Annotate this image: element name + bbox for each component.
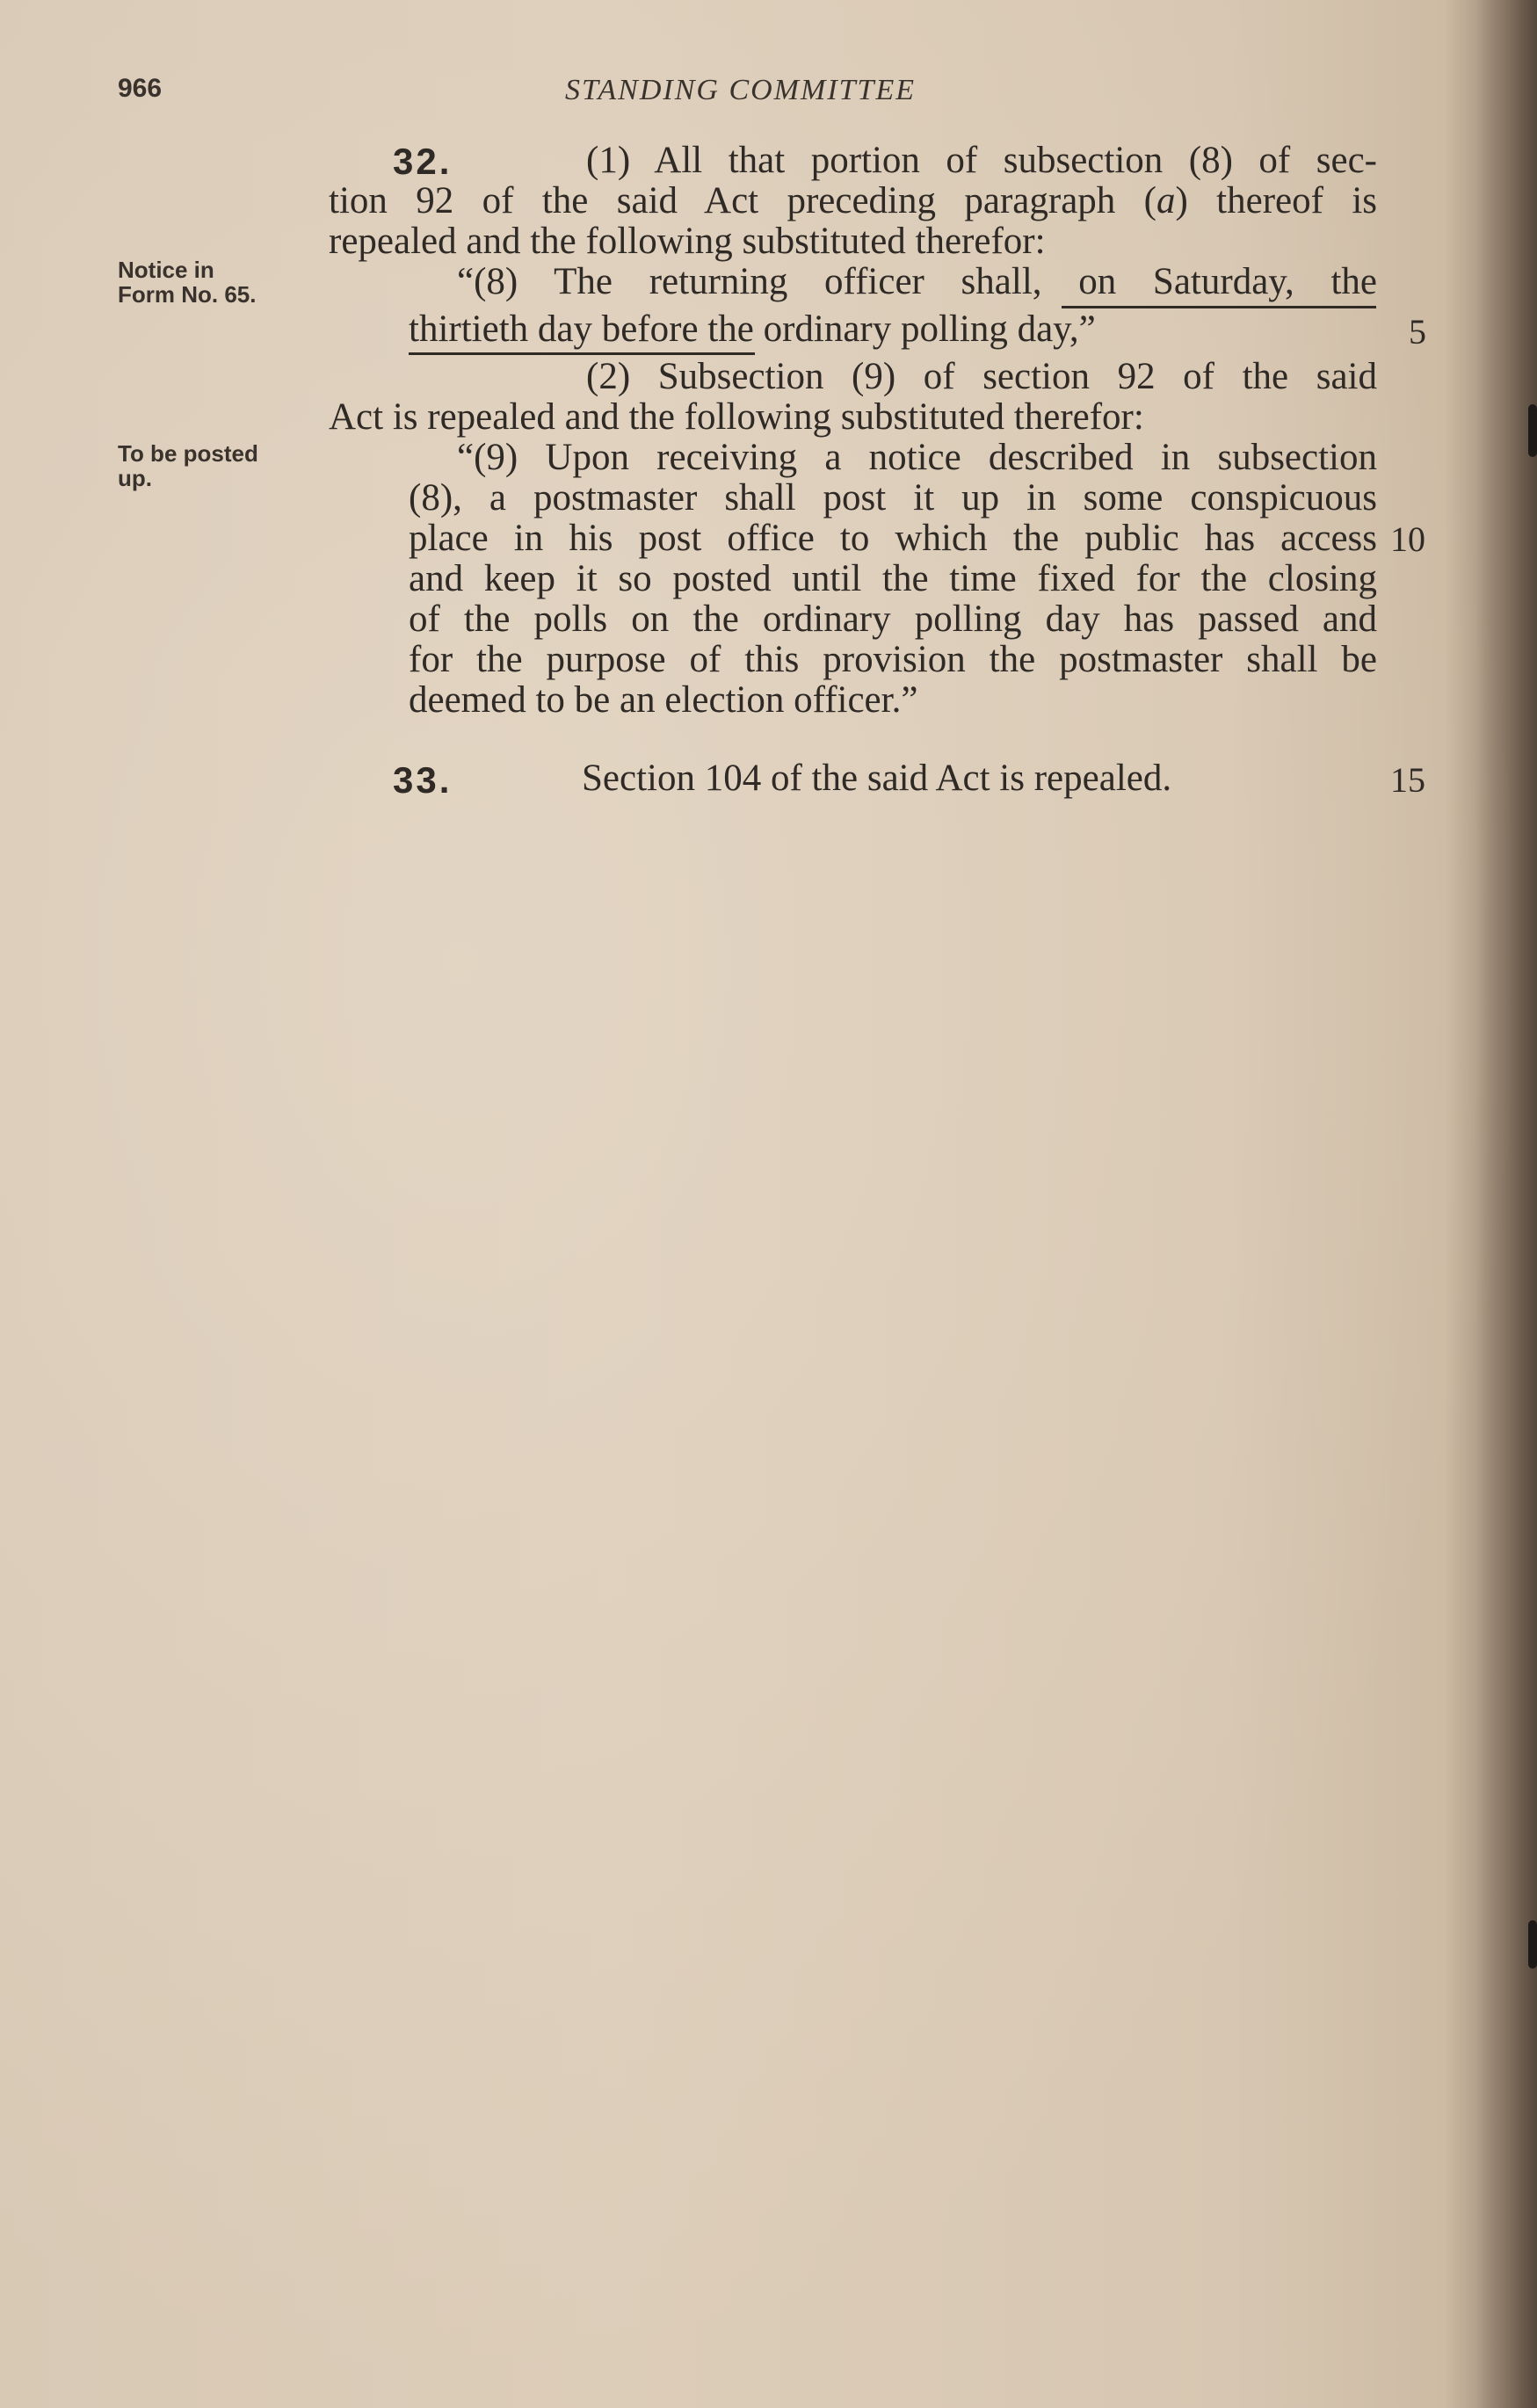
spine-shadow: [1475, 0, 1537, 2408]
section-32-line-12: of the polls on the ordinary polling day has passed and: [409, 598, 1377, 640]
underline-on-saturday: [1062, 306, 1376, 308]
section-33-number: 33.: [393, 759, 453, 801]
margin-note-posted-line2: up.: [118, 465, 152, 491]
section-32-line-9: (8), a postmaster shall post it up in some conspicuous: [409, 477, 1377, 519]
section-32-line-11: and keep it so posted until the time fixed for the closing: [409, 558, 1377, 599]
margin-note-posted-line1: To be posted: [118, 440, 258, 467]
section-32-line-8: “(9) Upon receiving a notice described in subsection: [457, 437, 1377, 478]
section-32-line-7: Act is repealed and the following substituted therefor:: [329, 396, 1144, 438]
section-32-line-5: thirtieth day before the ordinary polling day,”: [409, 308, 1096, 350]
margin-note-notice-line2: Form No. 65.: [118, 281, 257, 308]
section-32-line-10: place in his post office to which the public has access: [409, 518, 1377, 559]
section-32-line-2-end: ) thereof is: [1175, 180, 1377, 221]
margin-note-posted: [118, 441, 258, 490]
line-number-10: 10: [1390, 519, 1425, 559]
underline-thirtieth-day: [409, 352, 755, 355]
binding-mark-top: [1528, 404, 1537, 457]
section-32-line-2-start: tion 92 of the said Act preceding paragraph (: [329, 180, 1156, 221]
page-number: 966: [118, 74, 163, 103]
section-32-line-6: (2) Subsection (9) of section 92 of the said: [586, 356, 1377, 397]
running-head: STANDING COMMITTEE: [565, 74, 916, 106]
binding-mark-bottom: [1528, 1920, 1537, 1969]
line-number-15: 15: [1390, 760, 1425, 800]
section-32-paragraph-a: a: [1156, 180, 1176, 221]
section-32-line-3: repealed and the following substituted therefor:: [329, 221, 1046, 262]
section-33-text: Section 104 of the said Act is repealed.: [582, 758, 1172, 799]
section-32-line-14: deemed to be an election officer.”: [409, 679, 918, 721]
section-32-line-1: (1) All that portion of subsection (8) of sec-: [586, 140, 1377, 181]
section-32-line-2: [329, 181, 1377, 221]
line-number-5: 5: [1409, 312, 1426, 352]
section-32-line-4: “(8) The returning officer shall, on Saturday, the: [457, 261, 1377, 302]
section-32-line-13: for the purpose of this provision the postmaster shall be: [409, 639, 1377, 680]
section-32-number: 32.: [393, 141, 453, 182]
margin-note-notice-line1: Notice in: [118, 257, 214, 283]
margin-note-notice: [118, 257, 256, 307]
